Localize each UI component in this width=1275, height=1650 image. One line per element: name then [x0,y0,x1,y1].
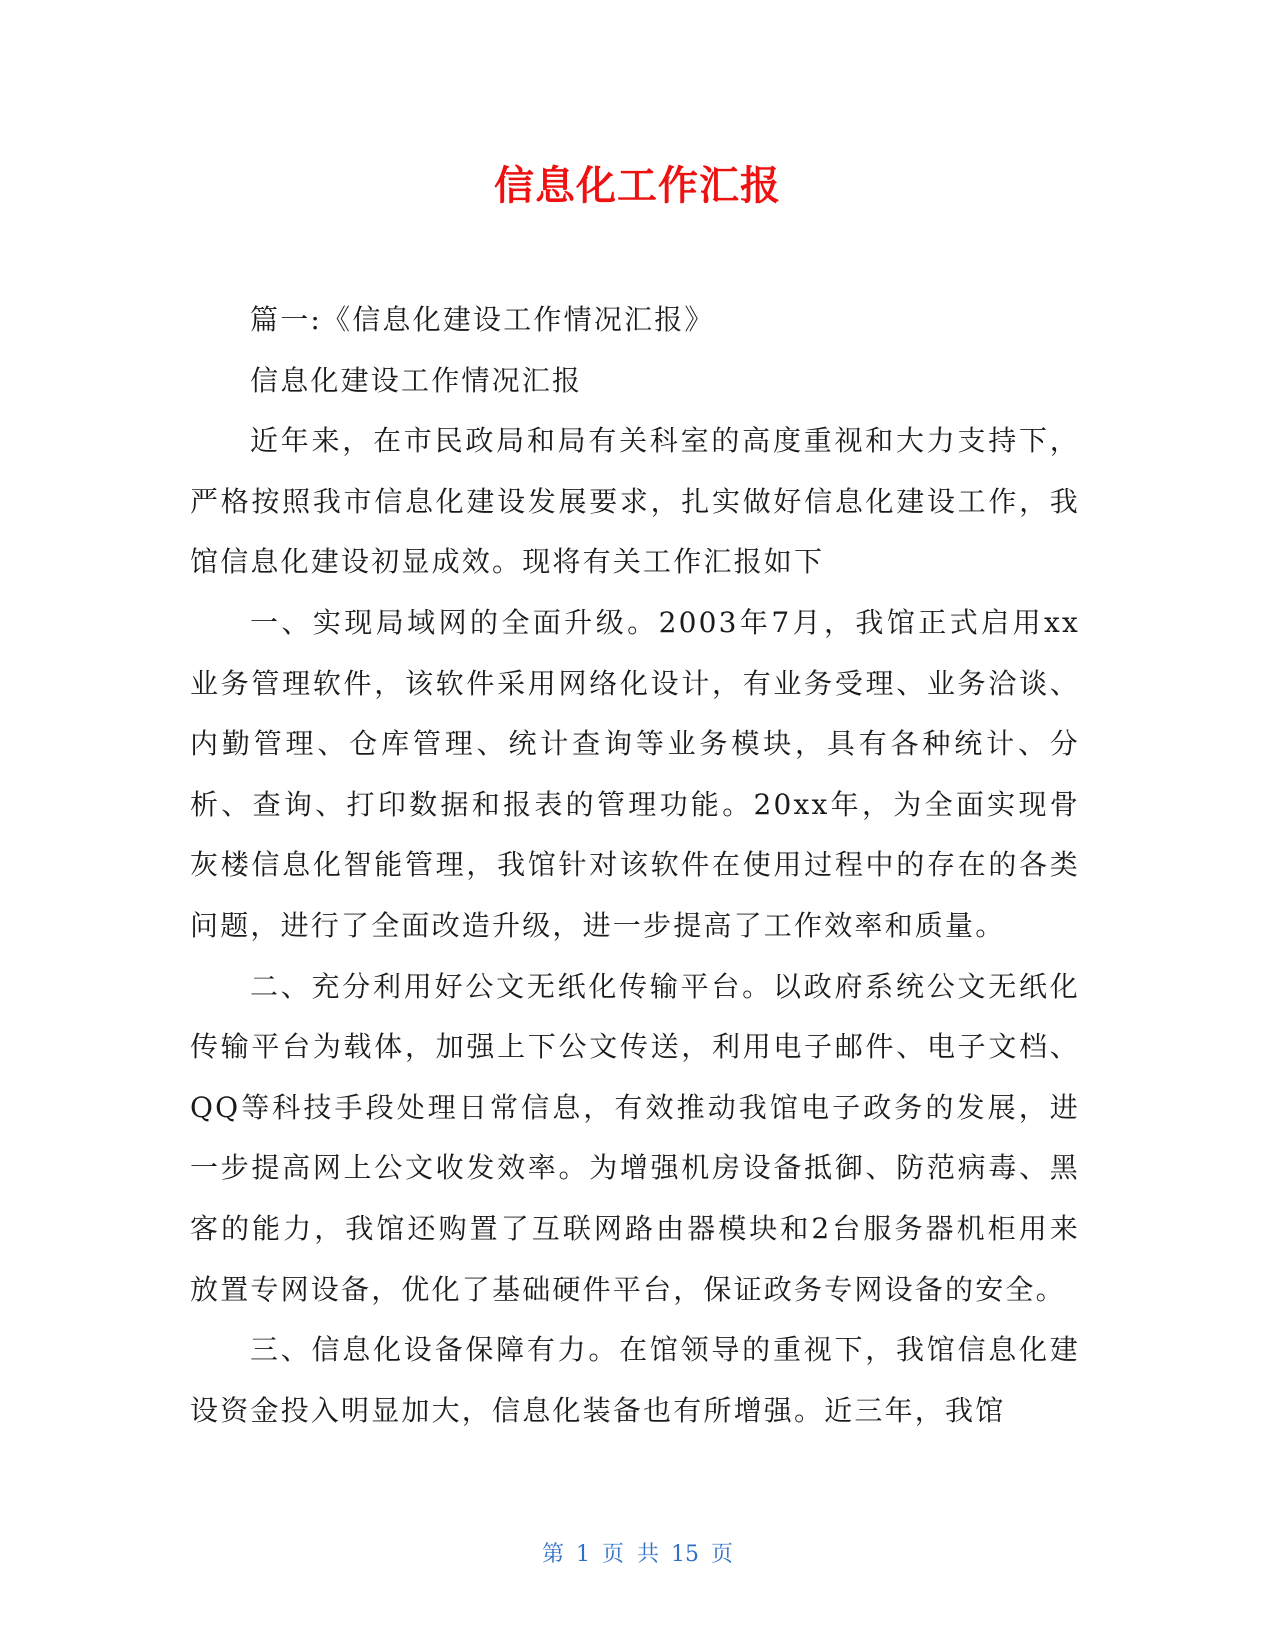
page-footer [0,1540,1275,1570]
footer-prefix: 第 [541,1542,564,1567]
footer-suffix: 页 [711,1542,734,1567]
footer-mid: 页 共 [602,1542,659,1567]
paragraph-intro: 近年来，在市民政局和局有关科室的高度重视和大力支持下，严格按照我市信息化建设发展要求，扎实做好信息化建设工作，我馆信息化建设初显成效。现将有关工作汇报如下 [190,424,1080,579]
paragraph-subtitle: 信息化建设工作情况汇报 [250,363,583,397]
footer-current-page: 1 [576,1542,590,1567]
paragraph-item-1: 一、实现局域网的全面升级。2003年7月，我馆正式启用xx业务管理软件，该软件采用网络化设计，有业务受理、业务洽谈、内勤管理、仓库管理、统计查询等业务模块，具有各种统计、分析、查询、打印数据和报表的管理功能。20xx年，为全面实现骨灰楼信息化智能管理，我馆针对该软件在使用过程中的存在的各类问题，进行了全面改造升级，进一步提高了工作效率和质量。 [190,605,1080,942]
document-title: 信息化工作汇报 [494,163,781,209]
paragraph-item-3: 三、信息化设备保障有力。在馆领导的重视下，我馆信息化建设资金投入明显加大，信息化装备也有所增强。近三年，我馆 [190,1333,1080,1427]
document-body [190,290,1080,1441]
paragraph-section-heading: 篇一:《信息化建设工作情况汇报》 [250,303,715,336]
paragraph-item-2: 二、充分利用好公文无纸化传输平台。以政府系统公文无纸化传输平台为载体，加强上下公文传送，利用电子邮件、电子文档、QQ等科技手段处理日常信息，有效推动我馆电子政务的发展，进一步提高网上公文收发效率。为增强机房设备抵御、防范病毒、黑客的能力，我馆还购置了互联网路由器模块和2台服务器机柜用来放置专网设备，优化了基础硬件平台，保证政务专网设备的安全。 [190,969,1080,1306]
footer-total-pages: 15 [671,1542,699,1567]
